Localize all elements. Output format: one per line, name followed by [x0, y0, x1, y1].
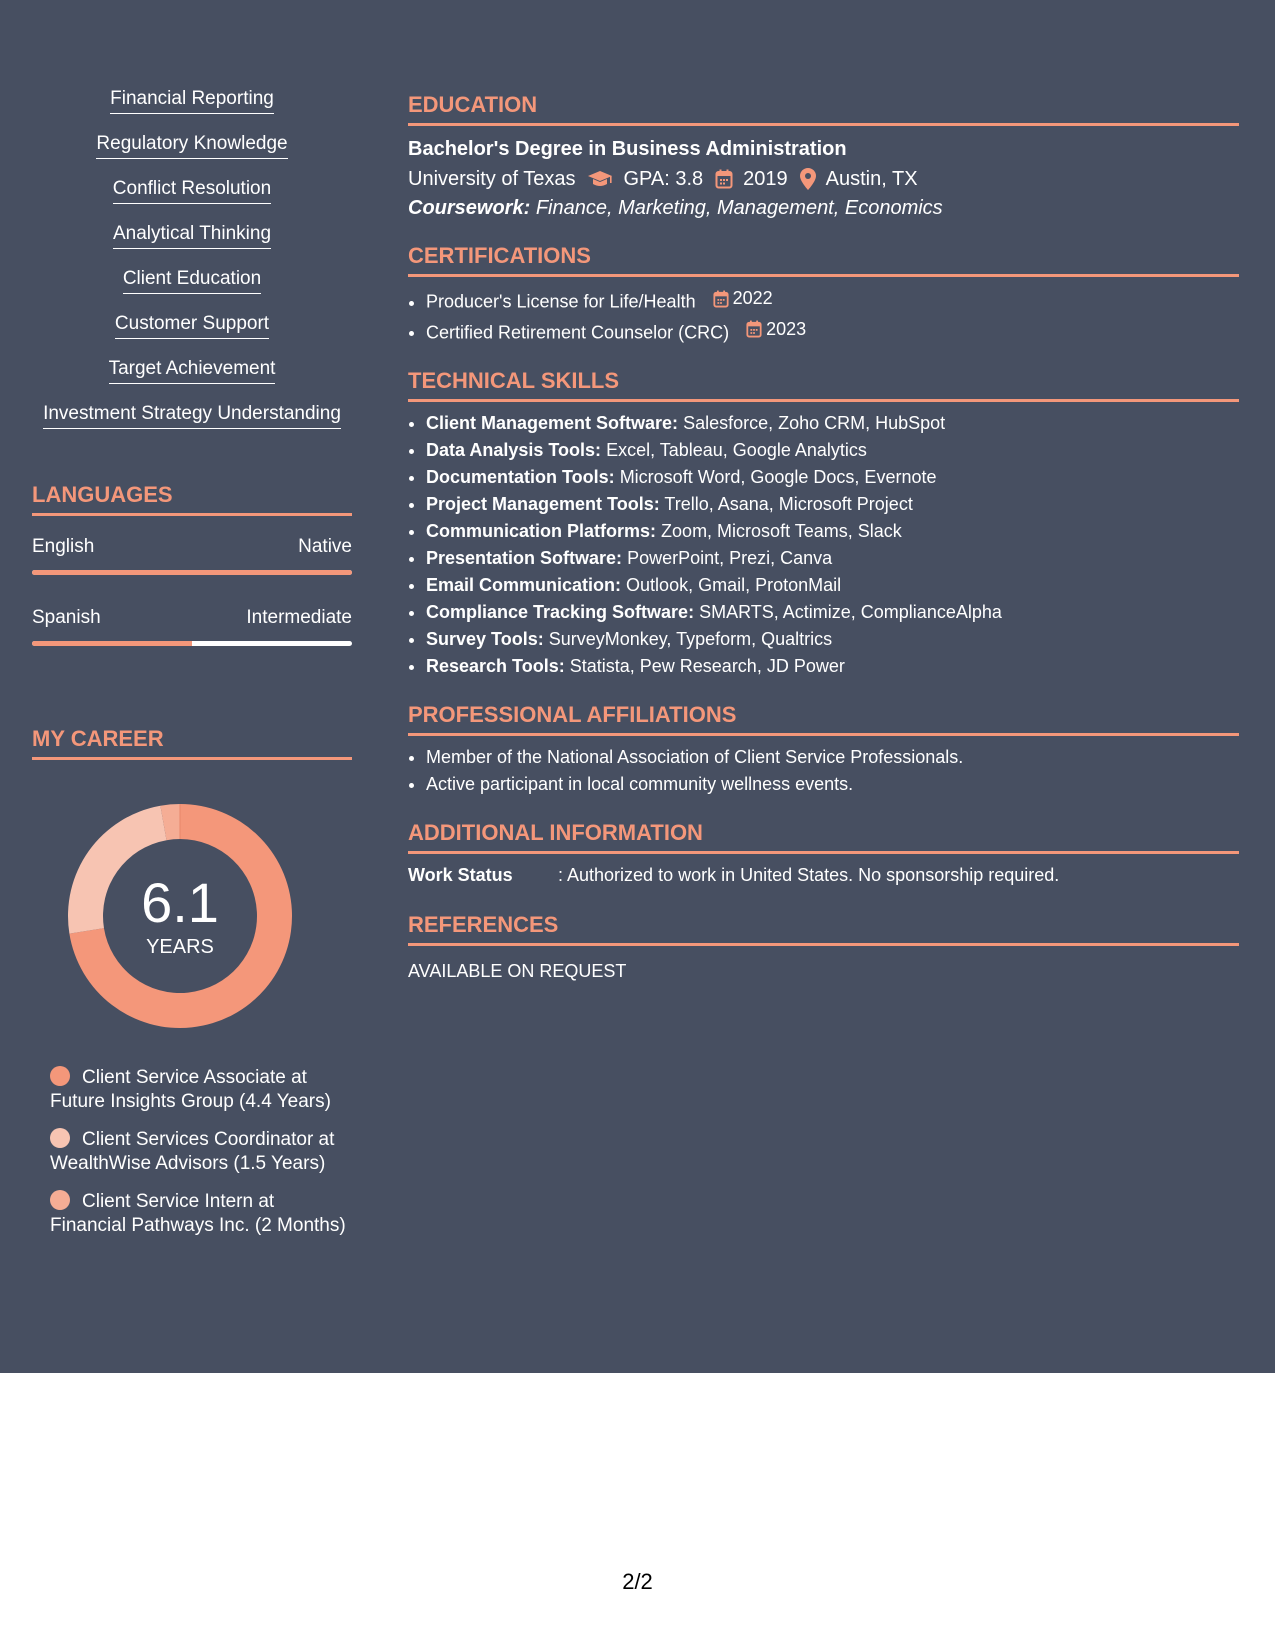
technical-skills-section [408, 368, 1239, 680]
skill-item: Financial Reporting [32, 84, 352, 129]
language-name: English [32, 536, 95, 557]
language-item [32, 607, 352, 646]
affiliation-item: • Active participant in local community wellness events. [426, 771, 1239, 798]
legend-dot [50, 1066, 70, 1086]
references-title: REFERENCES [408, 912, 1239, 946]
technical-skills-list [408, 410, 1239, 680]
technical-skill-item: • Presentation Software: PowerPoint, Prezi, Canva [426, 545, 1239, 572]
education-degree: Bachelor's Degree in Business Administration [408, 138, 847, 160]
career-total-value: 6.1 [141, 870, 219, 934]
career-donut-chart [66, 802, 294, 1030]
additional-info-section [408, 820, 1239, 886]
affiliations-title: PROFESSIONAL AFFILIATIONS [408, 702, 1239, 736]
technical-skill-item: • Communication Platforms: Zoom, Microsoft Teams, Slack [426, 518, 1239, 545]
affiliations-list [408, 744, 1239, 798]
legend-item: Client Service Intern at Financial Pathways Inc. (2 Months) [50, 1191, 346, 1236]
page-number: 2/2 [622, 1569, 653, 1594]
technical-skill-item: • Project Management Tools: Trello, Asana, Microsoft Project [426, 491, 1239, 518]
language-bar [32, 641, 352, 646]
language-bar [32, 570, 352, 575]
technical-skill-item: • Survey Tools: SurveyMonkey, Typeform, Qualtrics [426, 626, 1239, 653]
skill-item: Regulatory Knowledge [32, 129, 352, 174]
calendar-icon [715, 169, 733, 189]
certification-item: • Producer's License for Life/Health 2022 [426, 285, 1239, 316]
affiliations-section [408, 702, 1239, 798]
language-bar-fill [32, 570, 352, 575]
certification-year: 2022 [732, 288, 773, 308]
calendar-icon [746, 320, 762, 338]
affiliation-item: • Member of the National Association of Client Service Professionals. [426, 744, 1239, 771]
technical-skill-item: • Client Management Software: Salesforce, Zoho CRM, HubSpot [426, 410, 1239, 437]
skill-item: Analytical Thinking [32, 219, 352, 264]
right-column [408, 92, 1239, 982]
additional-info-title: ADDITIONAL INFORMATION [408, 820, 1239, 854]
coursework-value: Finance, Marketing, Management, Economics [535, 197, 943, 219]
skills-list [32, 84, 352, 444]
certification-year: 2023 [766, 318, 807, 339]
certifications-list [408, 285, 1239, 346]
education-section [408, 92, 1239, 221]
education-meta [408, 166, 1239, 192]
legend-dot [50, 1128, 70, 1148]
skill-item: Customer Support [32, 309, 352, 354]
legend-dot [50, 1190, 70, 1210]
language-level: Intermediate [246, 607, 352, 628]
coursework-label: Coursework: [408, 197, 531, 219]
references-section [408, 912, 1239, 982]
skill-item: Target Achievement [32, 354, 352, 399]
language-level: Native [298, 536, 352, 557]
references-text: AVAILABLE ON REQUEST [408, 961, 627, 981]
skill-item: Investment Strategy Understanding [32, 399, 352, 444]
education-title: EDUCATION [408, 92, 1239, 126]
left-column [32, 84, 352, 1252]
language-name: Spanish [32, 607, 101, 628]
technical-skill-item: • Email Communication: Outlook, Gmail, ProtonMail [426, 572, 1239, 599]
language-bar-fill [32, 641, 192, 646]
education-coursework [408, 195, 1239, 221]
career-total-unit: YEARS [146, 935, 214, 958]
legend-item: Client Service Associate at Future Insights Group (4.4 Years) [50, 1067, 331, 1112]
education-gpa: GPA: 3.8 [623, 168, 704, 190]
calendar-icon [713, 290, 729, 308]
career-title: MY CAREER [32, 726, 352, 760]
certification-item: • Certified Retirement Counselor (CRC) 2023 [426, 316, 1239, 347]
technical-skill-item: • Documentation Tools: Microsoft Word, Google Docs, Evernote [426, 464, 1239, 491]
skill-item: Client Education [32, 264, 352, 309]
language-item [32, 536, 352, 575]
education-location: Austin, TX [825, 168, 918, 190]
certifications-title: CERTIFICATIONS [408, 243, 1239, 277]
technical-skills-title: TECHNICAL SKILLS [408, 368, 1239, 402]
work-status-value: : Authorized to work in United States. No sponsorship required. [558, 865, 1060, 885]
technical-skill-item: • Compliance Tracking Software: SMARTS, Actimize, ComplianceAlpha [426, 599, 1239, 626]
career-legend [50, 1066, 350, 1238]
technical-skill-item: • Data Analysis Tools: Excel, Tableau, Google Analytics [426, 437, 1239, 464]
work-status-label: Work Status [408, 865, 513, 885]
technical-skill-item: • Research Tools: Statista, Pew Research, JD Power [426, 653, 1239, 680]
legend-item: Client Services Coordinator at WealthWise Advisors (1.5 Years) [50, 1129, 335, 1174]
location-pin-icon [800, 168, 816, 190]
skill-item: Conflict Resolution [32, 174, 352, 219]
education-year: 2019 [743, 168, 788, 190]
career-section [32, 726, 352, 1238]
languages-title: LANGUAGES [32, 482, 352, 516]
certifications-section [408, 243, 1239, 346]
education-school: University of Texas [408, 168, 576, 190]
languages-section [32, 482, 352, 646]
graduation-cap-icon [587, 169, 613, 189]
